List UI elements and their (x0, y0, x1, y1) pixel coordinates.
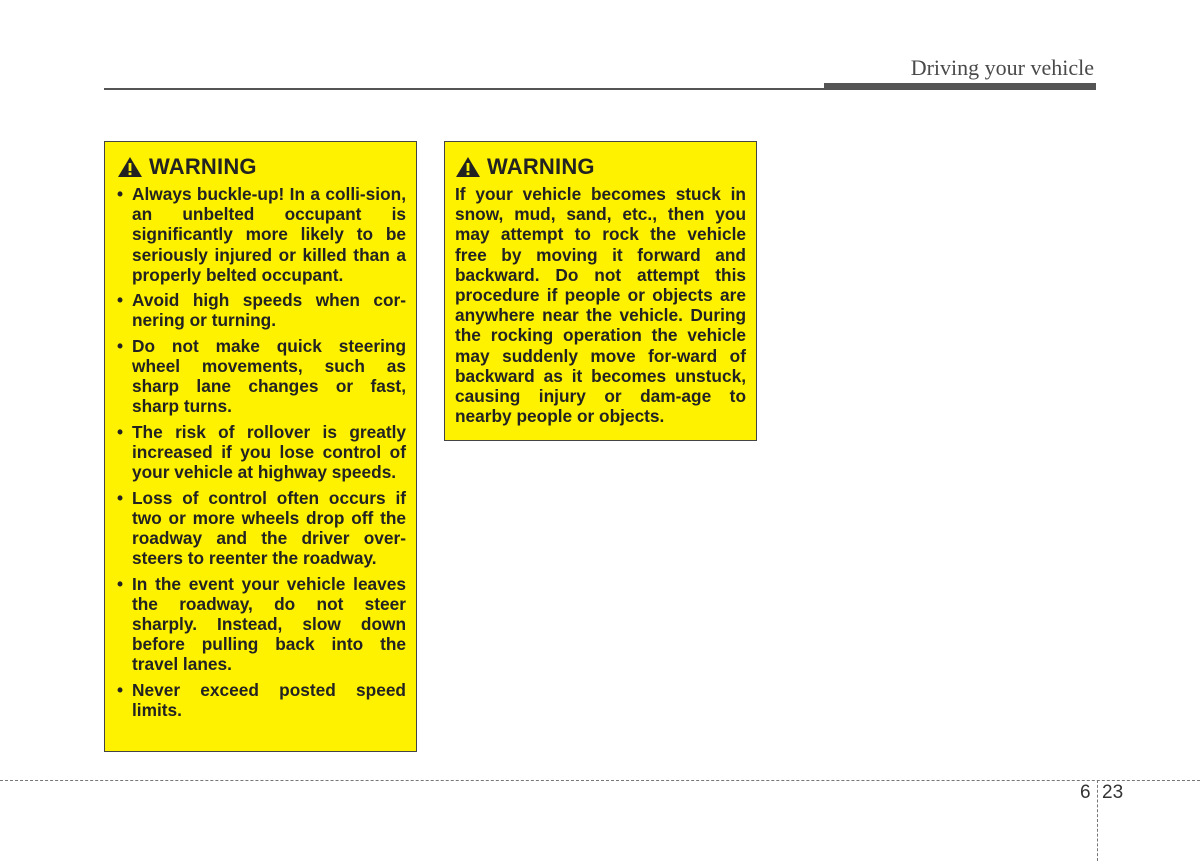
warning-list-item: • Avoid high speeds when cor-nering or turning. (117, 290, 406, 331)
warning-list (117, 184, 406, 720)
warning-body: If your vehicle becomes stuck in snow, mud, sand, etc., then you may attempt to rock the vehicle free by moving it forward and backward. Do not attempt this procedure if people or objects are anywhere near the vehicle. During the rocking operation the vehicle may suddenly move for-ward of backward as it becomes unstuck, causing injury or dam-age to nearby people or objects. (455, 184, 746, 427)
header-rule-accent (824, 83, 1096, 90)
warning-triangle-icon (455, 156, 481, 178)
footer-page-divider (1097, 780, 1098, 861)
chapter-number: 6 (1080, 782, 1091, 803)
warning-header (455, 154, 746, 180)
warning-list-item: • In the event your vehicle leaves the roadway, do not steer sharply. Instead, slow down before pulling back into the travel lanes. (117, 573, 406, 675)
warning-list-item: • Always buckle-up! In a colli-sion, an unbelted occupant is significantly more likely to be seriously injured or killed than a properly belted occupant. (117, 184, 406, 285)
warning-list-item: • The risk of rollover is greatly increased if you lose control of your vehicle at highway speeds. (117, 421, 406, 483)
warning-list-item: • Loss of control often occurs if two or more wheels drop off the roadway and the driver over-steers to reenter the roadway. (117, 487, 406, 569)
warning-box-seatbelt-speed (104, 141, 417, 752)
warning-list-item: • Do not make quick steering wheel movements, such as sharp lane changes or fast, sharp turns. (117, 335, 406, 417)
warning-title: WARNING (487, 154, 595, 179)
warning-header (117, 154, 406, 180)
warning-box-stuck-vehicle (444, 141, 757, 441)
page-number: 23 (1102, 782, 1124, 803)
header-rule (104, 88, 824, 90)
warning-triangle-icon (117, 156, 143, 178)
warning-list-item: • Never exceed posted speed limits. (117, 679, 406, 720)
running-header: Driving your vehicle (910, 55, 1094, 80)
warning-title: WARNING (149, 154, 257, 179)
footer-divider (0, 780, 1200, 781)
